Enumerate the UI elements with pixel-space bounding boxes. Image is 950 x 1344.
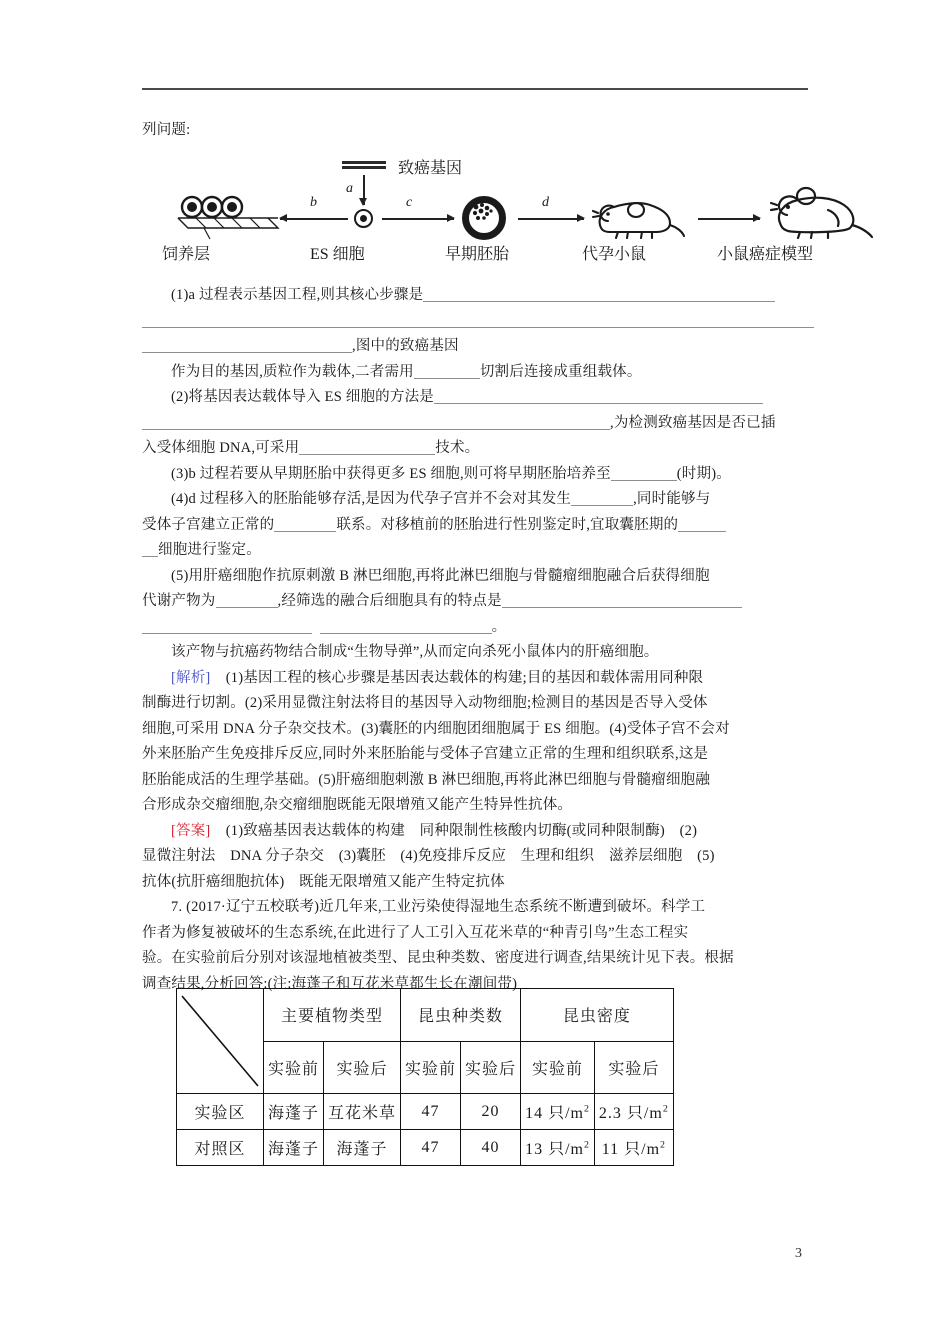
cell-density-before-experiment [521,1094,595,1130]
blank-q1-b[interactable] [142,313,814,328]
cell-density-after-experiment [594,1094,673,1130]
density-exponent: 2 [660,1139,666,1151]
cell-species-before-control: 47 [401,1130,461,1166]
oncogene-bar-icon [342,161,386,164]
figure-label-cancer-model: 小鼠癌症模型 [717,246,814,263]
cell-plant-before-experiment: 海蓬子 [264,1094,324,1130]
table-group-header-plant: 主要植物类型 [264,989,401,1042]
question-1-tail: ,图中的致癌基因 [352,338,459,354]
solution-line-6: 合形成杂交瘤细胞,杂交瘤细胞既能无限增殖又能产生特异性抗体。 [142,797,573,813]
solution-line-5: 胚胎能成活的生理学基础。(5)肝癌细胞刺激 B 淋巴细胞,再将此淋巴细胞与骨髓瘤细胞融 [142,771,711,788]
cancer-model-mouse-icon [766,179,876,239]
solution-line-4: 外来胚胎产生免疫排斥反应,同时外来胚胎能与受体子宫建立正常的生理和组织联系,这是 [142,746,709,762]
arrow-final-icon [698,218,760,220]
blank-q2-b[interactable] [142,415,610,430]
cell-species-after-control: 40 [461,1130,521,1166]
closing-note: 该产物与抗癌药物结合制成“生物导弹”,从而定向杀死小鼠体内的肝癌细胞。 [171,644,659,660]
blank-q1-c[interactable] [142,338,352,353]
question-2-line-1 [142,385,814,411]
survey-results-table [176,988,674,1166]
blank-q1-a[interactable] [423,287,775,302]
question-2-line3-tail: 技术。 [435,440,480,456]
step-letter-b: b [310,195,317,210]
question-2-tail: ,为检测致癌基因是否已插 [610,414,776,431]
question-2-line-3 [142,436,814,462]
question-1-line4-text: 作为目的基因,质粒作为载体,二者需用 [171,363,414,380]
arrow-a-icon [363,175,365,205]
inner-cell-mass-icon [466,200,502,236]
question-5-tail: 。 [491,618,507,635]
lead-line: 列问题: [142,122,191,138]
question-4-line3-text: 细胞进行鉴定。 [158,542,261,558]
answer-text-1: (1)致癌基因表达载体的构建 同种限制性核酸内切酶(或同种限制酶) (2) [225,822,698,839]
cell-plant-after-control: 海蓬子 [324,1130,401,1166]
es-cell-icon [354,209,373,228]
figure-label-early-embryo: 早期胚胎 [445,246,510,263]
feeder-layer-icon [174,195,286,245]
figure-label-surrogate-mouse: 代孕小鼠 [582,246,647,263]
blank-q5-a[interactable] [216,593,278,608]
question-2-line3-text: 入受体细胞 DNA,可采用 [142,440,300,456]
feeder-layer-svg [174,195,286,240]
answer-line-2: 显微注射法 DNA 分子杂交 (3)囊胚 (4)免疫排斥反应 生理和组织 滋养层细胞 (5) [142,848,715,864]
question-4-text: (4)d 过程移入的胚胎能够存活,是因为代孕子宫并不会对其发生 [171,491,572,507]
question-4-line-2 [142,513,814,539]
table-subheader-plant-before: 实验前 [264,1041,324,1094]
step-letter-a: a [346,181,353,196]
step-letter-d: d [542,195,549,210]
table-subheader-species-after: 实验后 [461,1041,521,1094]
question-1-line-4 [142,360,814,386]
surrogate-mouse-icon [590,187,686,239]
oncogene-label: 致癌基因 [398,160,463,177]
question-4-tail: ,同时能够与 [633,491,711,507]
question-4-line-3 [142,538,814,564]
blank-q5-d[interactable] [320,619,492,634]
question-2-text: (2)将基因表达载体导入 ES 细胞的方法是 [171,389,434,405]
solution-line-1 [142,666,814,692]
question-5-line-2 [142,589,814,615]
table-subheader-plant-after: 实验后 [324,1041,401,1094]
blank-q2-a[interactable] [434,389,763,404]
density-exponent: 2 [583,1103,590,1115]
arrow-c-icon [382,218,454,220]
density-value: 11 只/m [601,1141,661,1158]
solution-line-3: 细胞,可采用 DNA 分子杂交技术。(3)囊胚的内细胞团细胞属于 ES 细胞。(4)受体子宫不会对 [142,720,730,737]
question-1-line4-tail: 切割后连接成重组载体。 [479,363,642,380]
table-group-header-density: 昆虫密度 [521,989,674,1042]
question-1-line-2 [142,309,814,335]
solution-bracket: [解析] [171,669,211,686]
table-subheader-density-after: 实验后 [594,1041,673,1094]
question-1-line-1 [142,283,814,309]
question-body [142,283,814,997]
answer-line-3: 抗体(抗肝癌细胞抗体) 既能无限增殖又能产生特定抗体 [142,873,505,890]
density-exponent: 2 [583,1139,590,1151]
cell-plant-before-control: 海蓬子 [264,1130,324,1166]
blank-q3-a[interactable] [611,466,677,481]
step-letter-c: c [406,195,413,210]
diagonal-divider-icon [181,995,259,1087]
blank-q5-c[interactable] [142,619,312,634]
arrow-d-icon [518,218,584,220]
blank-q5-b[interactable] [502,593,742,608]
question-3-line-1 [142,462,814,488]
lead-line-block [142,118,814,144]
question-3-text: (3)b 过程若要从早期胚胎中获得更多 ES 细胞,则可将早期胚胎培养至 [171,465,611,482]
question-5-line2-mid: ,经筛选的融合后细胞具有的特点是 [277,593,502,609]
answer-bracket: [答案] [171,822,211,839]
question-5-line-1 [142,564,814,590]
question-7-line-1: 7. (2017·辽宁五校联考)近几年来,工业污染使得湿地生态系统不断遭到破坏。科学工 [171,899,706,915]
question-1-line-3 [142,334,814,360]
question-3-tail: (时期)。 [676,465,731,482]
density-value: 13 只/m [525,1141,584,1158]
cell-density-after-control [594,1130,673,1166]
blank-q2-c[interactable] [299,440,435,455]
density-exponent: 2 [662,1103,669,1115]
header-rule [142,88,808,90]
question-4-line-1 [142,487,814,513]
figure-label-es-cell: ES 细胞 [310,246,365,263]
blank-q4-b[interactable] [274,517,336,532]
table-row [177,1130,674,1166]
figure-label-feeder-layer: 饲养层 [162,246,211,263]
blank-q1-d[interactable] [414,364,480,379]
question-4-line2-text: 受体子宫建立正常的 [142,516,275,533]
blank-q4-d[interactable] [142,542,158,557]
cell-species-before-experiment: 47 [401,1094,461,1130]
density-value: 2.3 只/m [598,1105,663,1122]
cell-species-after-experiment: 20 [461,1094,521,1130]
row-label-control: 对照区 [177,1130,264,1166]
question-1-text: (1)a 过程表示基因工程,则其核心步骤是 [171,287,424,303]
experiment-flow-diagram [142,143,814,268]
blank-q4-c[interactable] [678,517,726,532]
question-5-text: (5)用肝癌细胞作抗原刺激 B 淋巴细胞,再将此淋巴细胞与骨髓瘤细胞融合后获得细胞 [171,567,710,584]
question-7-line-4: 调查结果,分析回答:(注:海蓬子和互花米草都生长在潮间带) [142,975,518,992]
page-number: 3 [795,1246,802,1261]
table-corner-cell [177,989,264,1094]
question-7-line-2: 作者为修复被破坏的生态系统,在此进行了人工引入互花米草的“种青引鸟”生态工程实 [142,924,689,941]
table-group-header-species: 昆虫种类数 [401,989,521,1042]
question-5-line2-text: 代谢产物为 [142,593,216,609]
answer-line-1 [142,819,814,845]
question-5-line-3 [142,615,814,641]
solution-text-1: (1)基因工程的核心步骤是基因表达载体的构建;目的基因和载体需用同种限 [225,669,704,686]
blank-q4-a[interactable] [571,491,633,506]
cell-density-before-control [521,1130,595,1166]
table-row [177,1094,674,1130]
question-2-line-2 [142,411,814,437]
row-label-experiment: 实验区 [177,1094,264,1130]
density-value: 14 只/m [525,1105,584,1122]
table-subheader-density-before: 实验前 [521,1041,595,1094]
table-header-row-1 [177,989,674,1042]
table-subheader-species-before: 实验前 [401,1041,461,1094]
arrow-b-icon [280,218,348,220]
solution-line-2: 制酶进行切割。(2)采用显微注射法将目的基因导入动物细胞;检测目的基因是否导入受体 [142,695,708,711]
question-4-line2-mid: 联系。对移植前的胚胎进行性别鉴定时,宜取囊胚期的 [336,516,679,533]
cell-plant-after-experiment: 互花米草 [324,1094,401,1130]
question-7-line-3: 验。在实验前后分别对该湿地植被类型、昆虫种类数、密度进行调查,结果统计见下表。根据 [142,950,734,966]
